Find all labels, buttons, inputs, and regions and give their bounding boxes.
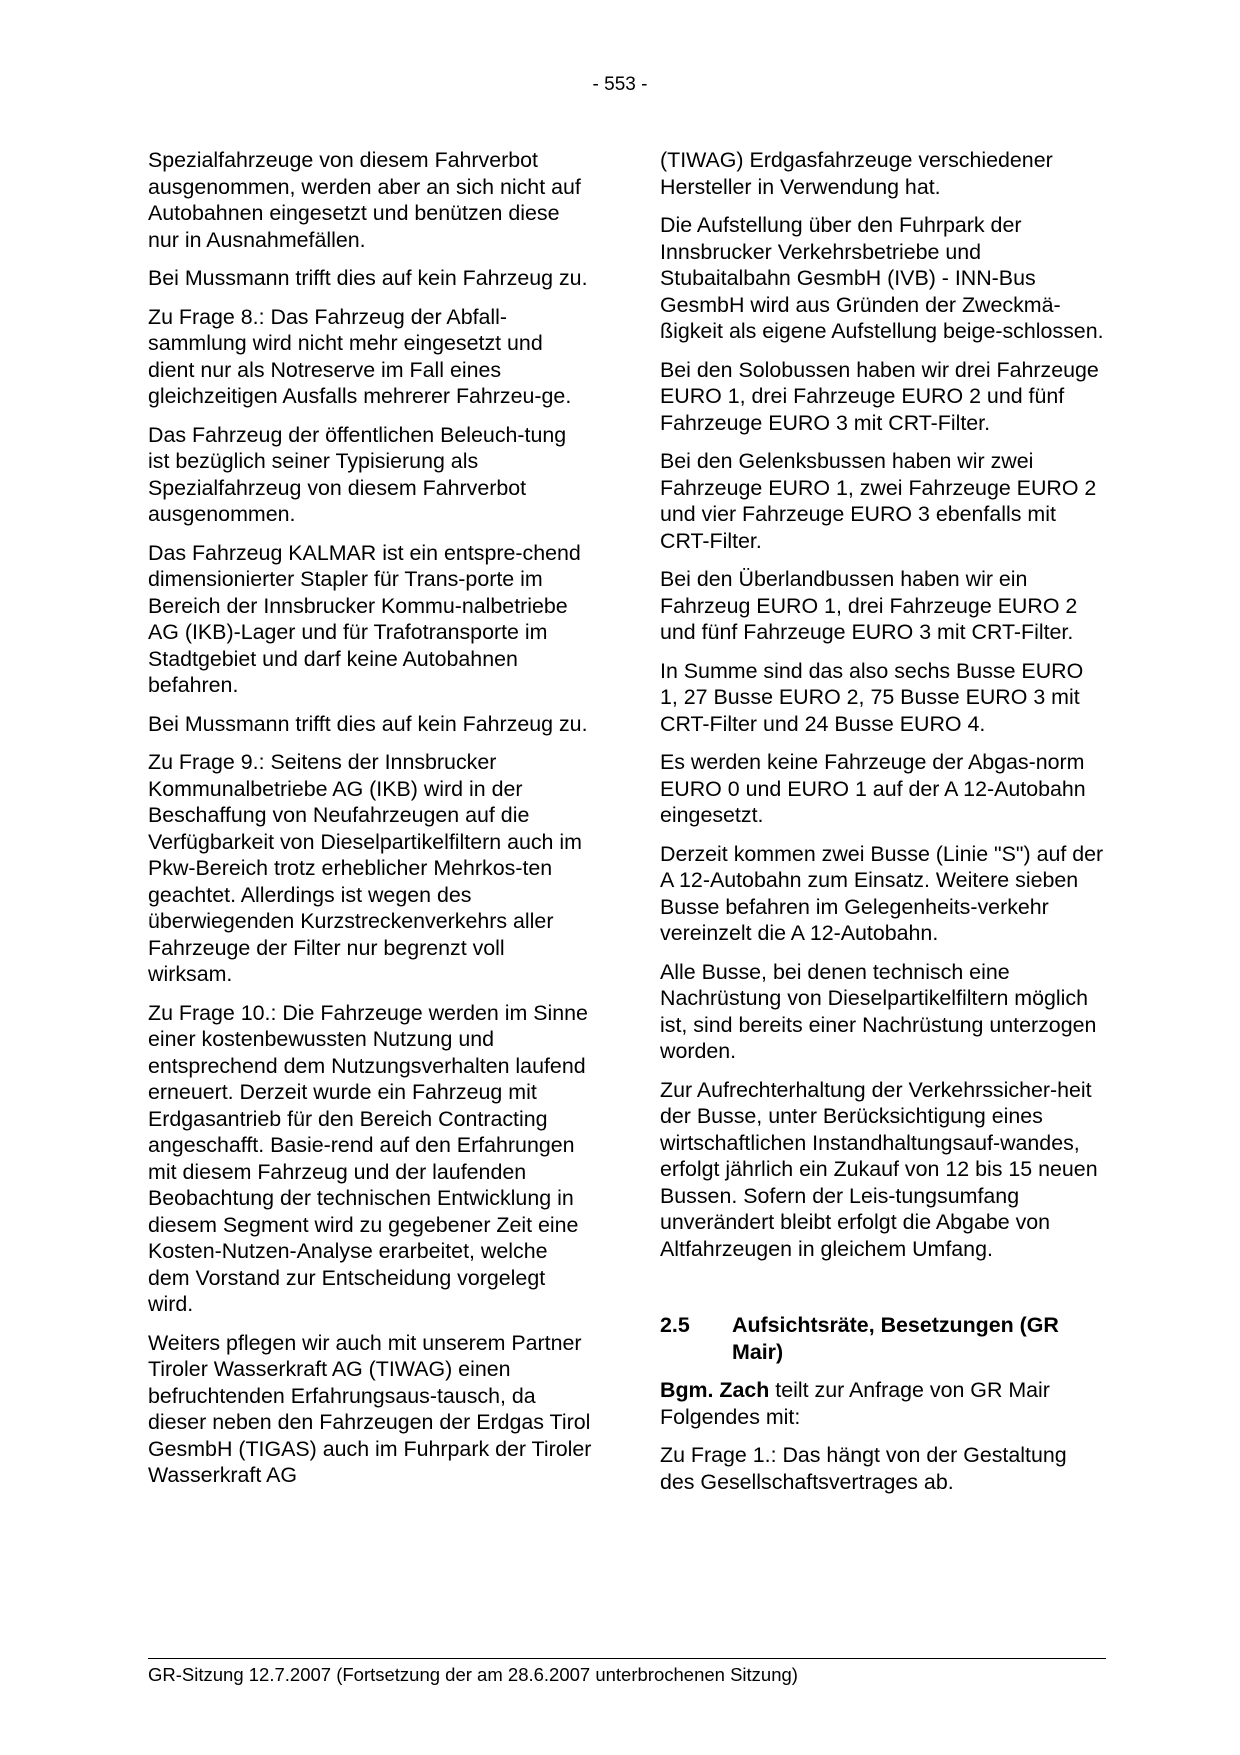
paragraph: Alle Busse, bei denen technisch eine Nachrüstung von Dieselpartikelfiltern möglich ist, sind bereits einer Nachrüstung unterzogen worden. xyxy=(660,959,1097,1063)
paragraph: Zu Frage 10.: Die Fahrzeuge werden im Sinne einer kostenbewussten Nutzung und entsprechend dem Nutzungsverhalten laufend erneuert. Derzeit wurde ein Fahrzeug mit Erdgasantrieb für den Bereich Contracting angeschafft. Basie-rend auf den Erfahrungen mit diesem Fahrzeug und der laufenden Beobachtung der technischen Entwicklung in diesem Segment wird zu gegebener Zeit eine Kosten-Nutzen-Analyse erarbeitet, welche dem Vorstand zur Entscheidung vorgelegt wird. xyxy=(148,1000,588,1316)
section-title: Aufsichtsräte, Besetzungen (GR Mair) xyxy=(732,1313,1059,1364)
right-column xyxy=(660,147,1105,1507)
footer-divider xyxy=(148,1658,1106,1659)
paragraph: Zur Aufrechterhaltung der Verkehrssicher-heit der Busse, unter Berücksichtigung eines wirtschaftlichen Instandhaltungsauf-wandes, erfolgt jährlich ein Zukauf von 12 bis 15 neuen Bussen. Sofern der Leis-tungsumfang unverändert bleibt erfolgt die Abgabe von Altfahrzeugen in gleichem Umfang. xyxy=(660,1077,1098,1261)
section-heading xyxy=(660,1312,1105,1365)
paragraph: Bei den Gelenksbussen haben wir zwei Fahrzeuge EURO 1, zwei Fahrzeuge EURO 2 und vier Fahrzeuge EURO 3 ebenfalls mit CRT-Filter. xyxy=(660,449,1097,553)
section-number: 2.5 xyxy=(660,1313,690,1337)
speaker-text: teilt zur Anfrage von GR Mair Folgendes mit: xyxy=(660,1378,1050,1429)
paragraph: Weiters pflegen wir auch mit unserem Partner Tiroler Wasserkraft AG (TIWAG) einen befruchtenden Erfahrungsaus-tausch, da dieser neben den Fahrzeugen der Erdgas Tirol GesmbH (TIGAS) auch im Fuhrpark der Tiroler Wasserkraft AG xyxy=(148,1330,592,1487)
paragraph: Bei den Überlandbussen haben wir ein Fahrzeug EURO 1, drei Fahrzeuge EURO 2 und fünf Fahrzeuge EURO 3 mit CRT-Filter. xyxy=(660,567,1078,644)
paragraph: (TIWAG) Erdgasfahrzeuge verschiedener Hersteller in Verwendung hat. xyxy=(660,148,1053,199)
paragraph: Bei Mussmann trifft dies auf kein Fahrzeug zu. xyxy=(148,266,588,290)
paragraph: Das Fahrzeug der öffentlichen Beleuch-tung ist bezüglich seiner Typisierung als Spezialfahrzeug von diesem Fahrverbot ausgenommen. xyxy=(148,422,567,526)
speaker-name: Bgm. Zach xyxy=(660,1378,770,1402)
paragraph: Derzeit kommen zwei Busse (Linie "S") auf der A 12-Autobahn zum Einsatz. Weitere sieben Busse befahren im Gelegenheits-verkehr vereinzelt die A 12-Autobahn. xyxy=(660,841,1104,945)
paragraph: Es werden keine Fahrzeuge der Abgas-norm EURO 0 und EURO 1 auf der A 12-Autobahn eingesetzt. xyxy=(660,750,1086,827)
paragraph: In Summe sind das also sechs Busse EURO 1, 27 Busse EURO 2, 75 Busse EURO 3 mit CRT-Filter und 24 Busse EURO 4. xyxy=(660,658,1084,736)
paragraph: Zu Frage 1.: Das hängt von der Gestaltung des Gesellschaftsvertrages ab. xyxy=(660,1443,1067,1494)
footer-text: GR-Sitzung 12.7.2007 (Fortsetzung der am 28.6.2007 unterbrochenen Sitzung) xyxy=(148,1664,798,1685)
paragraph: Spezialfahrzeuge von diesem Fahrverbot ausgenommen, werden aber an sich nicht auf Autobahnen eingesetzt und benützen diese nur in Ausnahmefällen. xyxy=(148,148,581,252)
speaker-paragraph xyxy=(660,1377,1105,1430)
paragraph: Bei Mussmann trifft dies auf kein Fahrzeug zu. xyxy=(148,711,588,736)
left-column xyxy=(148,147,592,1501)
paragraph: Die Aufstellung über den Fuhrpark der Innsbrucker Verkehrsbetriebe und Stubaitalbahn GesmbH (IVB) - INN-Bus GesmbH wird aus Gründen der Zweckmä-ßigkeit als eigene Aufstellung beige-schlossen. xyxy=(660,213,1104,343)
page-number: - 553 - xyxy=(592,74,648,95)
paragraph: Bei den Solobussen haben wir drei Fahrzeuge EURO 1, drei Fahrzeuge EURO 2 und fünf Fahrzeuge EURO 3 mit CRT-Filter. xyxy=(660,357,1099,435)
paragraph: Das Fahrzeug KALMAR ist ein entspre-chend dimensionierter Stapler für Trans-porte im Bereich der Innsbrucker Kommu-nalbetriebe AG (IKB)-Lager und für Trafotransporte im Stadtgebiet und darf keine Autobahnen befahren. xyxy=(148,540,581,697)
paragraph: Zu Frage 8.: Das Fahrzeug der Abfall-sammlung wird nicht mehr eingesetzt und dient nur als Notreserve im Fall eines gleichzeitigen Ausfalls mehrerer Fahrzeu-ge. xyxy=(148,304,572,408)
paragraph: Zu Frage 9.: Seitens der Innsbrucker Kommunalbetriebe AG (IKB) wird in der Beschaffung von Neufahrzeugen auf die Verfügbarkeit von Dieselpartikelfiltern auch im Pkw-Bereich trotz erheblicher Mehrkos-ten geachtet. Allerdings ist wegen des überwiegenden Kurzstreckenverkehrs aller Fahrzeuge der Filter nur begrenzt voll wirksam. xyxy=(148,750,582,986)
